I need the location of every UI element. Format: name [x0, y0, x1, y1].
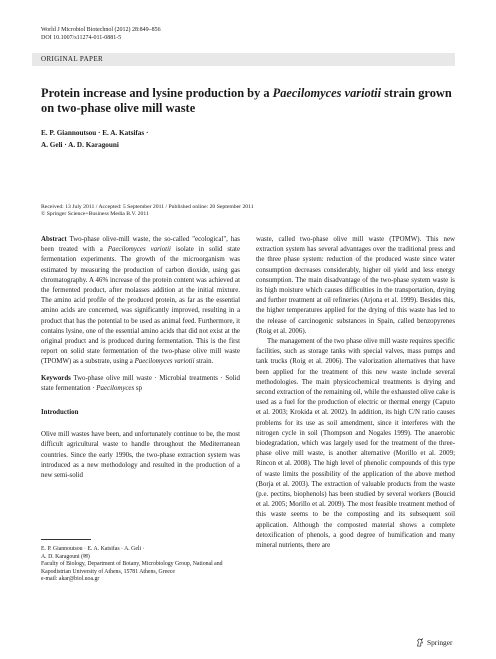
keywords-tail: sp — [134, 384, 143, 392]
right-paragraph-1: waste, called two-phase olive mill waste (TPOMW). This new extraction system has several advantages over the traditional press and the three phase system: reduction of the produced waste since water consumption decreases considerably, higher oil yield and less energy consumption. The main disadvantage of the two-phase system waste is its high moisture which causes difficulties in the transportation, drying and further treatment at oil refineries (Arjona et al. 1999). Besides this, the higher temperatures applied for the drying of this waste has led to the release of carcinogenic substances in Spain, called benzopyrenes (Roig et al. 2006). — [256, 236, 455, 335]
authors-line-2: A. Geli · A. D. Karagouni — [41, 141, 119, 149]
left-column — [41, 235, 240, 481]
abstract-text-a: Two-phase olive-mill waste, the so-called "ecological", has been treated with a — [41, 236, 240, 254]
doi: DOI 10.1007/s11274-011-0881-5 — [41, 35, 122, 41]
title-species: Paecilomyces variotii — [272, 86, 382, 100]
publisher-name: Springer — [427, 638, 453, 647]
keywords-label: Keywords — [41, 374, 71, 382]
abstract-species-b: Paecilomyces variotii — [134, 358, 195, 366]
introduction-heading: Introduction — [41, 409, 79, 417]
right-column — [256, 235, 455, 551]
title-part-1: Protein increase and lysine production by a — [41, 86, 273, 100]
introduction-text: Olive mill wastes have been, and unfortunately continue to be, the most difficult agricultural waste to handle throughout the Mediterranean countries. Since the early 1990s, the two-phase extraction system was introduced as a new methodology and resulted in the production of a new semi-solid — [41, 431, 240, 480]
author-list — [41, 127, 341, 151]
affiliation-authors: E. P. Giannoutsou · E. A. Katsifas · A. Geli · — [41, 546, 145, 552]
journal-header — [41, 26, 161, 42]
authors-line-1: E. P. Giannoutsou · E. A. Katsifas · — [41, 129, 149, 137]
keywords-genus: Paecilomyces — [96, 384, 135, 392]
article-type-banner: ORIGINAL PAPER — [32, 53, 455, 66]
affiliation-address: Faculty of Biology, Department of Botany, Microbiology Group, National and Kapodistrian University of Athens, 15781 Athens, Greece — [41, 561, 223, 575]
abstract-species-a: Paecilomyces variotii — [107, 246, 171, 254]
right-paragraph-2: The management of the two phase olive mill waste requires specific facilities, such as storage tanks with special valves, mass pumps and tank trucks (Roig et al. 2006). The valorization alternatives that have been applied for the treatment of this new waste include several methodologies. The main physicochemical treatments is drying and second extraction of the remaining oil, while the exhausted olive cake is used as a fuel for the production of electric or thermal energy (Caputo et al. 2003; Krokida et al. 2002). In addition, its high C/N ratio causes problems for its use as soil amendment, since it interferes with the nitrogen cycle in soil (Thompson and Nogales 1999). The anaerobic biodegradation, which was largely used for the treatment of the three-phase olive mill waste, is another alternative (Morillo et al. 2009; Rincon et al. 2008). The high level of phenolic compounds of this type of waste limits the possibility of the application of the above method (Borja et al. 2003). The extraction of valuable products from the waste (p.e. pectins, biophenols) has been studied by several workers (Boucid et al. 2005; Morillo et al. 2009). The most feasible treatment method of this waste seems to be the composting and its subsequent soil application. Although the composted material shows a complete detoxification of phenols, a good degree of humification and many mineral nutrients, there are — [256, 338, 455, 550]
dates-line: Received: 13 July 2011 / Accepted: 5 September 2011 / Published online: 20 September 2011 — [41, 204, 254, 210]
affiliation-footnote — [41, 546, 240, 584]
abstract-text-b: isolate in solid state fermentation experiments. The growth of the microorganism was estimated by measuring the production of carbon dioxide, using gas chromatography. A 46% increase of the protein content was achieved at the fermented product, after molasses addition at the initial mixture. The amino acid profile of the produced protein, as far as the essential amino acids are concerned, was significantly improved, resulting in a product that has the potential to be used as animal feed. Furthermore, it contains lysine, one of the essential amino acids that did not exist at the original product and is produced during fermentation. This is the first report on solid state fermentation of the two-phase olive mill waste (TPOMW) as a substrate, using a — [41, 246, 241, 366]
copyright-line: © Springer Science+Business Media B.V. 2011 — [41, 211, 149, 218]
affiliation-corresponding: A. D. Karagouni (✉) — [41, 553, 90, 560]
affiliation-email: e-mail: akar@biol.uoa.gr — [41, 576, 100, 582]
publication-dates — [41, 204, 461, 219]
keywords-text: Two-phase olive mill waste · Microbial treatments · Solid state fermentation · — [41, 374, 240, 392]
keywords — [41, 374, 240, 394]
springer-horse-icon — [416, 638, 424, 647]
abstract-text-c: strain. — [194, 358, 214, 366]
footnote-rule — [41, 539, 91, 540]
paper-title — [41, 86, 456, 115]
abstract — [41, 235, 240, 368]
journal-citation: World J Microbiol Biotechnol (2012) 28:849–856 — [41, 27, 161, 33]
publisher-logo — [416, 638, 452, 647]
abstract-label: Abstract — [41, 236, 67, 243]
title-part-2: strain grown on two-phase olive mill waste — [41, 86, 452, 115]
